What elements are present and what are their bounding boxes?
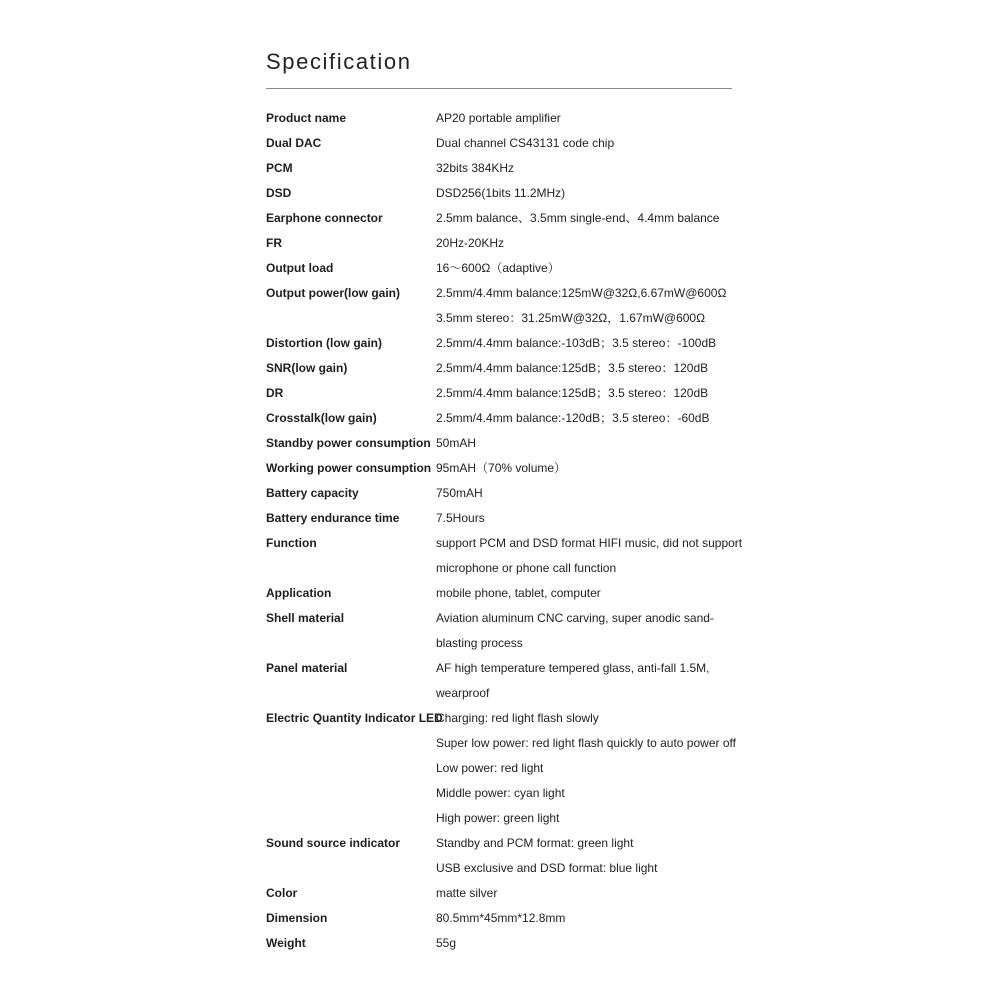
spec-row (266, 531, 746, 581)
spec-value-line: support PCM and DSD format HIFI music, did not support (436, 536, 743, 550)
spec-value-line: 2.5mm balance、3.5mm single-end、4.4mm balance (436, 211, 720, 225)
spec-value (436, 706, 746, 831)
spec-value-line: 7.5Hours (436, 511, 485, 525)
spec-label: Battery endurance time (266, 511, 400, 525)
spec-value (436, 131, 746, 156)
spec-value (436, 581, 746, 606)
spec-label: Dimension (266, 911, 328, 925)
spec-value-line: 2.5mm/4.4mm balance:125dB；3.5 stereo：120dB (436, 361, 709, 375)
spec-label: Function (266, 536, 317, 550)
spec-label: Panel material (266, 661, 348, 675)
spec-value (436, 456, 746, 481)
spec-value (436, 906, 746, 931)
spec-row (266, 506, 746, 531)
spec-value (436, 931, 746, 956)
spec-value-line: Dual channel CS43131 code chip (436, 136, 615, 150)
title-divider (266, 88, 732, 89)
spec-row (266, 581, 746, 606)
spec-row (266, 906, 746, 931)
spec-row (266, 331, 746, 356)
spec-value-line: Aviation aluminum CNC carving, super anodic sand- (436, 611, 714, 625)
spec-value (436, 656, 746, 706)
spec-value-line: DSD256(1bits 11.2MHz) (436, 186, 566, 200)
spec-row (266, 706, 746, 831)
spec-label: DSD (266, 186, 292, 200)
spec-value-line: AP20 portable amplifier (436, 111, 561, 125)
spec-value (436, 406, 746, 431)
spec-value (436, 881, 746, 906)
spec-value (436, 606, 746, 656)
spec-value (436, 156, 746, 181)
page-title: Specification (266, 49, 412, 74)
spec-row (266, 156, 746, 181)
spec-row (266, 431, 746, 456)
spec-label: PCM (266, 161, 293, 175)
spec-value-line: High power: green light (436, 811, 560, 825)
spec-label: Shell material (266, 611, 345, 625)
spec-value-line: 32bits 384KHz (436, 161, 515, 175)
spec-label: Battery capacity (266, 486, 359, 500)
spec-label: Weight (266, 936, 306, 950)
spec-row (266, 281, 746, 331)
spec-value (436, 256, 746, 281)
spec-value-line: 2.5mm/4.4mm balance:125mW@32Ω,6.67mW@600Ω (436, 286, 727, 300)
spec-label: Sound source indicator (266, 836, 401, 850)
spec-value (436, 181, 746, 206)
spec-value (436, 281, 746, 331)
spec-value (436, 831, 746, 881)
spec-label: Distortion (low gain) (266, 336, 382, 350)
spec-row (266, 656, 746, 706)
spec-label: Product name (266, 111, 347, 125)
spec-value-line: Charging: red light flash slowly (436, 711, 599, 725)
spec-value-line: 20Hz-20KHz (436, 236, 505, 250)
spec-label: SNR(low gain) (266, 361, 348, 375)
spec-value (436, 431, 746, 456)
spec-label: Crosstalk(low gain) (266, 411, 377, 425)
spec-value-line: 95mAH（70% volume） (436, 461, 567, 475)
spec-value (436, 381, 746, 406)
spec-row (266, 406, 746, 431)
spec-value-line: matte silver (436, 886, 498, 900)
spec-value-line: 2.5mm/4.4mm balance:125dB；3.5 stereo：120dB (436, 386, 709, 400)
spec-row (266, 606, 746, 656)
spec-label: DR (266, 386, 284, 400)
spec-value (436, 206, 746, 231)
spec-row (266, 881, 746, 906)
spec-row (266, 181, 746, 206)
spec-value-line: 2.5mm/4.4mm balance:-120dB；3.5 stereo：-60dB (436, 411, 710, 425)
spec-value-line: wearproof (436, 686, 490, 700)
spec-row (266, 231, 746, 256)
spec-label: Output load (266, 261, 334, 275)
spec-label: Application (266, 586, 332, 600)
spec-value (436, 231, 746, 256)
spec-value-line: microphone or phone call function (436, 561, 617, 575)
spec-value (436, 331, 746, 356)
spec-row (266, 356, 746, 381)
spec-row (266, 456, 746, 481)
spec-label: Earphone connector (266, 211, 383, 225)
spec-value-line: blasting process (436, 636, 523, 650)
spec-value-line: Super low power: red light flash quickly to auto power off (436, 736, 736, 750)
spec-value-line: Low power: red light (436, 761, 544, 775)
spec-row (266, 106, 746, 131)
spec-row (266, 831, 746, 881)
spec-label: Color (266, 886, 298, 900)
spec-row (266, 381, 746, 406)
spec-value-line: 2.5mm/4.4mm balance:-103dB；3.5 stereo：-100dB (436, 336, 717, 350)
spec-row (266, 481, 746, 506)
spec-row (266, 256, 746, 281)
spec-table (266, 106, 746, 956)
spec-value-line: 16～600Ω（adaptive） (436, 261, 560, 275)
spec-value-line: 80.5mm*45mm*12.8mm (436, 911, 566, 925)
spec-value-line: 50mAH (436, 436, 477, 450)
spec-value-line: 750mAH (436, 486, 483, 500)
spec-value (436, 531, 746, 581)
spec-value-line: USB exclusive and DSD format: blue light (436, 861, 658, 875)
spec-row (266, 131, 746, 156)
spec-label: Standby power consumption (266, 436, 431, 450)
spec-value-line: Standby and PCM format: green light (436, 836, 634, 850)
spec-label: Working power consumption (266, 461, 432, 475)
spec-value (436, 506, 746, 531)
spec-label: Output power(low gain) (266, 286, 400, 300)
spec-value (436, 356, 746, 381)
spec-value-line: 3.5mm stereo：31.25mW@32Ω，1.67mW@600Ω (436, 311, 706, 325)
spec-value (436, 106, 746, 131)
spec-value-line: 55g (436, 936, 457, 950)
spec-value-line: AF high temperature tempered glass, anti-fall 1.5M, (436, 661, 710, 675)
spec-value-line: Middle power: cyan light (436, 786, 565, 800)
spec-row (266, 931, 746, 956)
spec-value (436, 481, 746, 506)
spec-label: FR (266, 236, 282, 250)
spec-value-line: mobile phone, tablet, computer (436, 586, 601, 600)
spec-row (266, 206, 746, 231)
spec-label: Electric Quantity Indicator LED (266, 711, 443, 725)
spec-label: Dual DAC (266, 136, 322, 150)
